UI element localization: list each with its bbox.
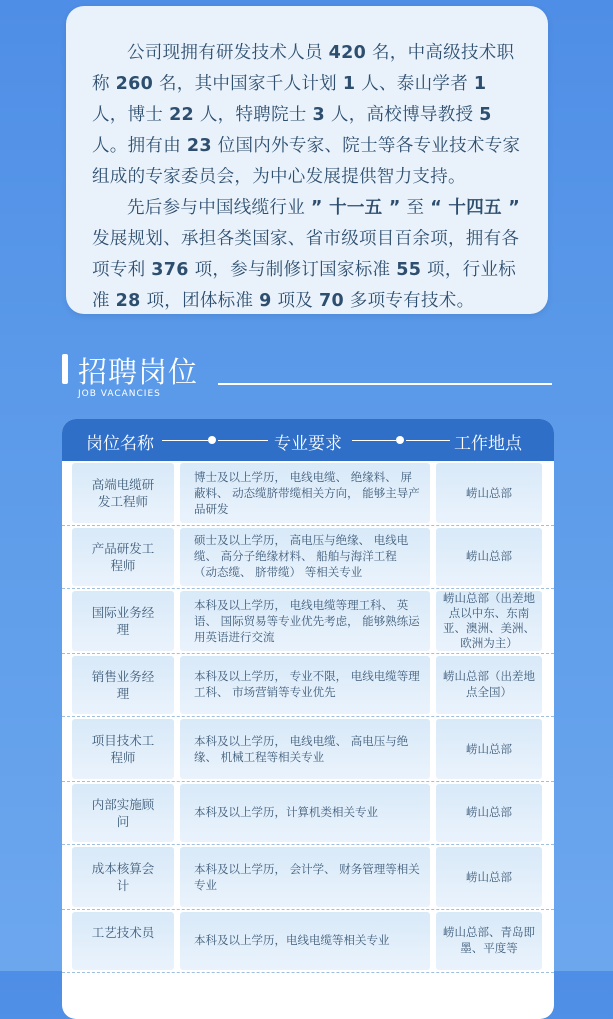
position-name: 产品研发工程师 xyxy=(91,541,155,573)
table-row xyxy=(62,845,554,910)
location-text: 崂山总部 xyxy=(466,742,512,756)
section-subtitle: JOB VACANCIES xyxy=(78,389,161,399)
job-table xyxy=(62,419,554,1019)
section-accent-bar xyxy=(62,354,68,384)
header-divider-line xyxy=(352,440,396,441)
requirement-text: 本科及以上学历， 电线电缆、 高电压与绝缘、 机械工程等相关专业 xyxy=(194,734,409,764)
table-row xyxy=(62,654,554,717)
header-requirement: 专业要求 xyxy=(274,434,342,454)
table-row xyxy=(62,910,554,973)
location-text: 崂山总部 xyxy=(466,486,512,500)
position-name: 高端电缆研发工程师 xyxy=(91,477,155,509)
section-underline xyxy=(218,383,552,385)
requirement-text: 硕士及以上学历， 高电压与绝缘、 电线电缆、 高分子绝缘材料、 船舶与海洋工程 （动态缆、 脐带缆） 等相关专业 xyxy=(194,533,409,579)
table-row xyxy=(62,717,554,782)
requirement-text: 博士及以上学历， 电线电缆、 绝缘料、 屏蔽料、 动态缆脐带缆相关方向， 能够主导产品研发 xyxy=(194,470,420,516)
location-text: 崂山总部、青岛即墨、平度等 xyxy=(443,925,535,955)
location-text: 崂山总部 xyxy=(466,805,512,819)
table-body xyxy=(62,461,554,973)
position-name: 项目技术工程师 xyxy=(91,733,155,765)
header-position: 岗位名称 xyxy=(86,434,154,454)
position-name: 工艺技术员 xyxy=(91,925,155,940)
table-header xyxy=(62,419,554,461)
table-row xyxy=(62,526,554,589)
location-text: 崂山总部（出差地点全国） xyxy=(443,669,535,699)
position-name: 销售业务经理 xyxy=(91,669,155,701)
intro-paragraph-2: 先后参与中国线缆行业 ” 十一五 ” 至 “ 十四五 ” 发展规划、承担各类国家、省市级项目百余项，拥有各项专利 376 项，参与制修订国家标准 55 项，行业标准 28 项，团体标准 9 项及 70 多项专有技术。 xyxy=(92,198,520,311)
header-divider-line xyxy=(406,440,450,441)
position-cell xyxy=(72,912,174,970)
position-name: 国际业务经理 xyxy=(91,605,155,637)
intro-card xyxy=(66,6,548,314)
section-title: 招聘岗位 xyxy=(78,355,199,389)
intro-paragraph-1: 公司现拥有研发技术人员 420 名，中高级技术职称 260 名，其中国家千人计划 1 人、泰山学者 1 人，博士 22 人，特聘院士 3 人，高校博导教授 5 人。拥有由 23 位国内外专家、院士等各专业技术专家组成的专家委员会，为中心发展提供智力支持。 xyxy=(92,43,521,187)
header-location: 工作地点 xyxy=(454,434,522,454)
requirement-text: 本科及以上学历， 电线电缆等理工科、 英语、 国际贸易等专业优先考虑， 能够熟练运用英语进行交流 xyxy=(194,598,420,644)
header-divider-dot xyxy=(208,436,216,444)
table-row xyxy=(62,461,554,526)
requirement-text: 本科及以上学历，电线电缆等相关专业 xyxy=(194,933,390,947)
requirement-text: 本科及以上学历， 专业不限， 电线电缆等理工科、 市场营销等专业优先 xyxy=(194,669,420,699)
requirement-text: 本科及以上学历， 会计学、 财务管理等相关专业 xyxy=(194,862,420,892)
position-name: 内部实施顾问 xyxy=(91,797,155,829)
table-row xyxy=(62,589,554,654)
location-text: 崂山总部（出差地点以中东、东南亚、澳洲、美洲、欧洲为主） xyxy=(443,591,535,650)
location-text: 崂山总部 xyxy=(466,870,512,884)
location-text: 崂山总部 xyxy=(466,549,512,563)
header-divider-line xyxy=(162,440,208,441)
header-divider-line xyxy=(218,440,268,441)
header-divider-dot xyxy=(396,436,404,444)
position-name: 成本核算会计 xyxy=(91,861,155,893)
requirement-text: 本科及以上学历，计算机类相关专业 xyxy=(194,805,378,819)
table-row xyxy=(62,782,554,845)
section-heading xyxy=(62,352,552,404)
